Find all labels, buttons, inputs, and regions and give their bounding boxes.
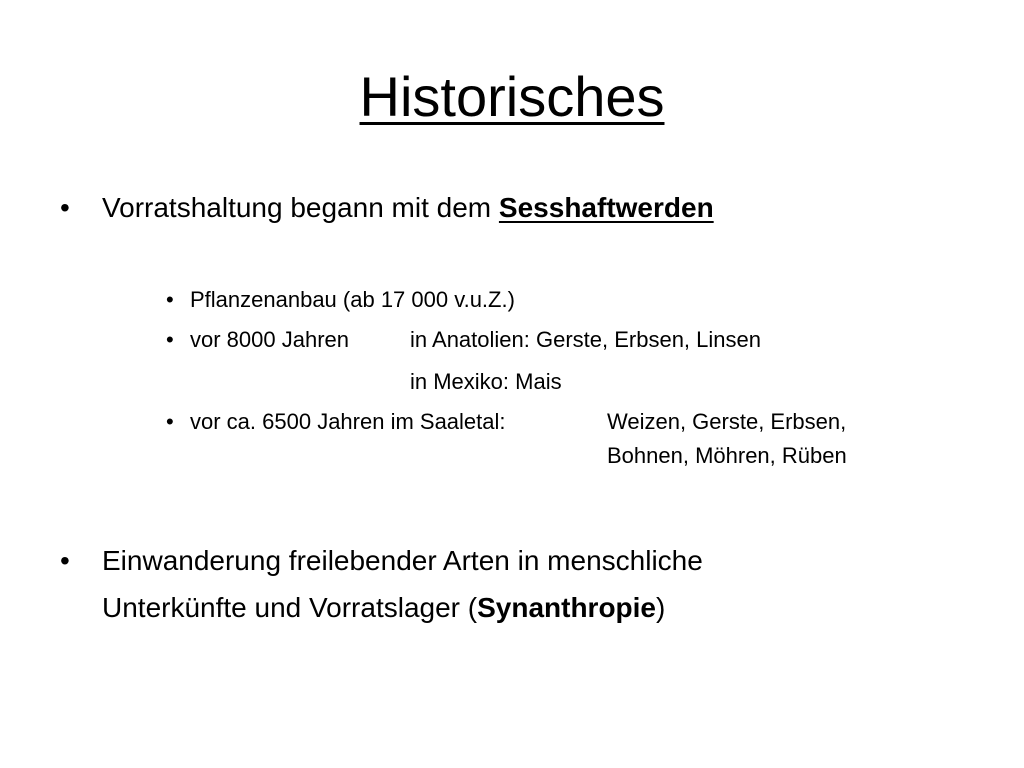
bullet-sub-3: • bbox=[166, 409, 174, 434]
sub-item-3-part-2: Weizen, Gerste, Erbsen, bbox=[607, 409, 847, 434]
slide-title: Historisches bbox=[359, 65, 665, 128]
sub-item-2-part-1: vor 8000 Jahren bbox=[190, 327, 349, 352]
bullet-sub-2: • bbox=[166, 327, 174, 352]
sub-item-2-part-2: in Anatolien: Gerste, Erbsen, Linsen bbox=[410, 327, 761, 352]
sub-item-2-continuation: in Mexiko: Mais bbox=[410, 369, 562, 394]
point-2-emphasis: Synanthropie bbox=[477, 592, 657, 623]
bullet-sub-1: • bbox=[166, 287, 174, 312]
point-2-suffix: ) bbox=[656, 592, 666, 623]
sub-item-3-continuation: Bohnen, Möhren, Rüben bbox=[607, 443, 847, 468]
sub-item-1: Pflanzenanbau (ab 17 000 v.u.Z.) bbox=[190, 287, 515, 312]
point-2-line-2 bbox=[102, 590, 665, 626]
point-1-emphasis: Sesshaftwerden bbox=[498, 192, 714, 223]
point-2-prefix: Unterkünfte und Vorratslager ( bbox=[102, 592, 478, 623]
point-1-text bbox=[102, 190, 714, 226]
bullet-point-1: • bbox=[60, 192, 70, 223]
point-2-line-1: Einwanderung freilebender Arten in menschliche bbox=[102, 545, 703, 576]
bullet-point-2: • bbox=[60, 545, 70, 576]
point-1-prefix: Vorratshaltung begann mit dem bbox=[102, 192, 499, 223]
sub-item-3-part-1: vor ca. 6500 Jahren im Saaletal: bbox=[190, 409, 506, 434]
